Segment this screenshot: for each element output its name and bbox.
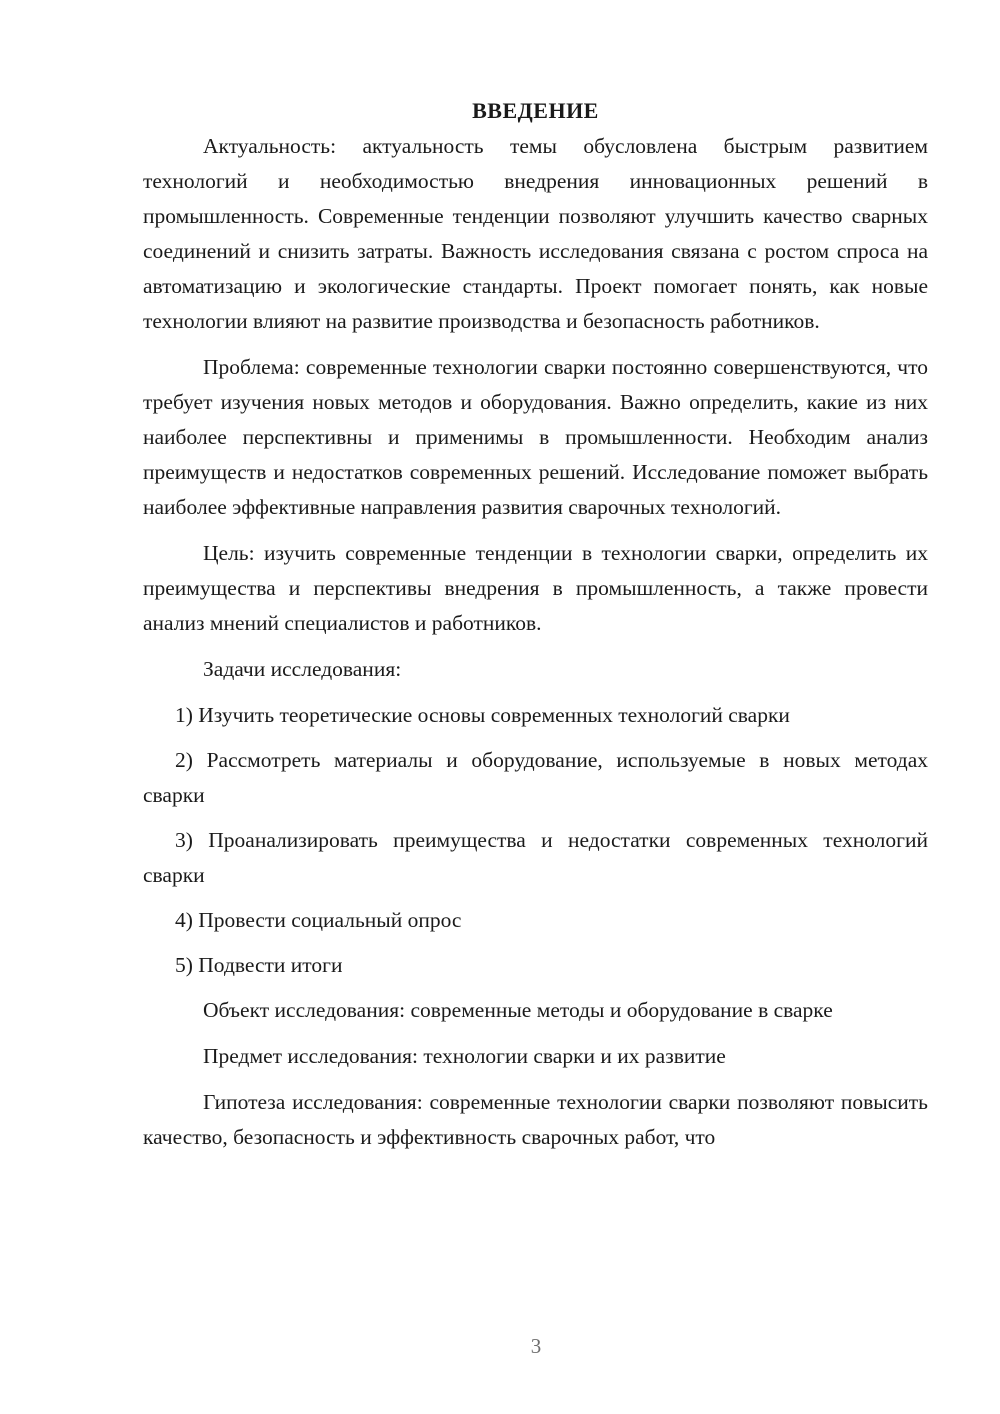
paragraph-problem: Проблема: современные технологии сварки постоянно совершенствуются, что требует изучения новых методов и оборудования. Важно определить, какие из них наиболее перспективны и применимы в промышленности. Необходим анализ преимуществ и недостатков современных решений. Исследование поможет выбрать наиболее эффективные направления развития сварочных технологий. bbox=[143, 355, 928, 519]
task-item: 2) Рассмотреть материалы и оборудование, используемые в новых методах сварки bbox=[143, 748, 928, 807]
task-list bbox=[143, 698, 928, 983]
paragraph-relevance: Актуальность: актуальность темы обусловлена быстрым развитием технологий и необходимостью внедрения инновационных решений в промышленность. Современные тенденции позволяют улучшить качество сварных соединений и снизить затраты. Важность исследования связана с ростом спроса на автоматизацию и экологические стандарты. Проект помогает понять, как новые технологии влияют на развитие производства и безопасность работников. bbox=[143, 134, 928, 333]
paragraph-tasks-heading: Задачи исследования: bbox=[203, 657, 402, 681]
task-item: 4) Провести социальный опрос bbox=[175, 908, 462, 932]
task-item: 3) Проанализировать преимущества и недостатки современных технологий сварки bbox=[143, 828, 928, 887]
paragraph-hypothesis: Гипотеза исследования: современные технологии сварки позволяют повысить качество, безопасность и эффективность сварочных работ, что bbox=[143, 1090, 928, 1149]
paragraph-goal: Цель: изучить современные тенденции в технологии сварки, определить их преимущества и перспективы внедрения в промышленность, а также провести анализ мнений специалистов и работников. bbox=[143, 541, 928, 635]
paragraph-object: Объект исследования: современные методы и оборудование в сварке bbox=[203, 998, 833, 1022]
task-item: 1) Изучить теоретические основы современных технологий сварки bbox=[175, 703, 790, 727]
section-title: ВВЕДЕНИЕ bbox=[472, 98, 599, 123]
page-content bbox=[143, 95, 928, 1166]
page-number: 3 bbox=[530, 1334, 542, 1358]
paragraph-subject: Предмет исследования: технологии сварки и их развитие bbox=[203, 1044, 726, 1068]
task-item: 5) Подвести итоги bbox=[175, 953, 343, 977]
